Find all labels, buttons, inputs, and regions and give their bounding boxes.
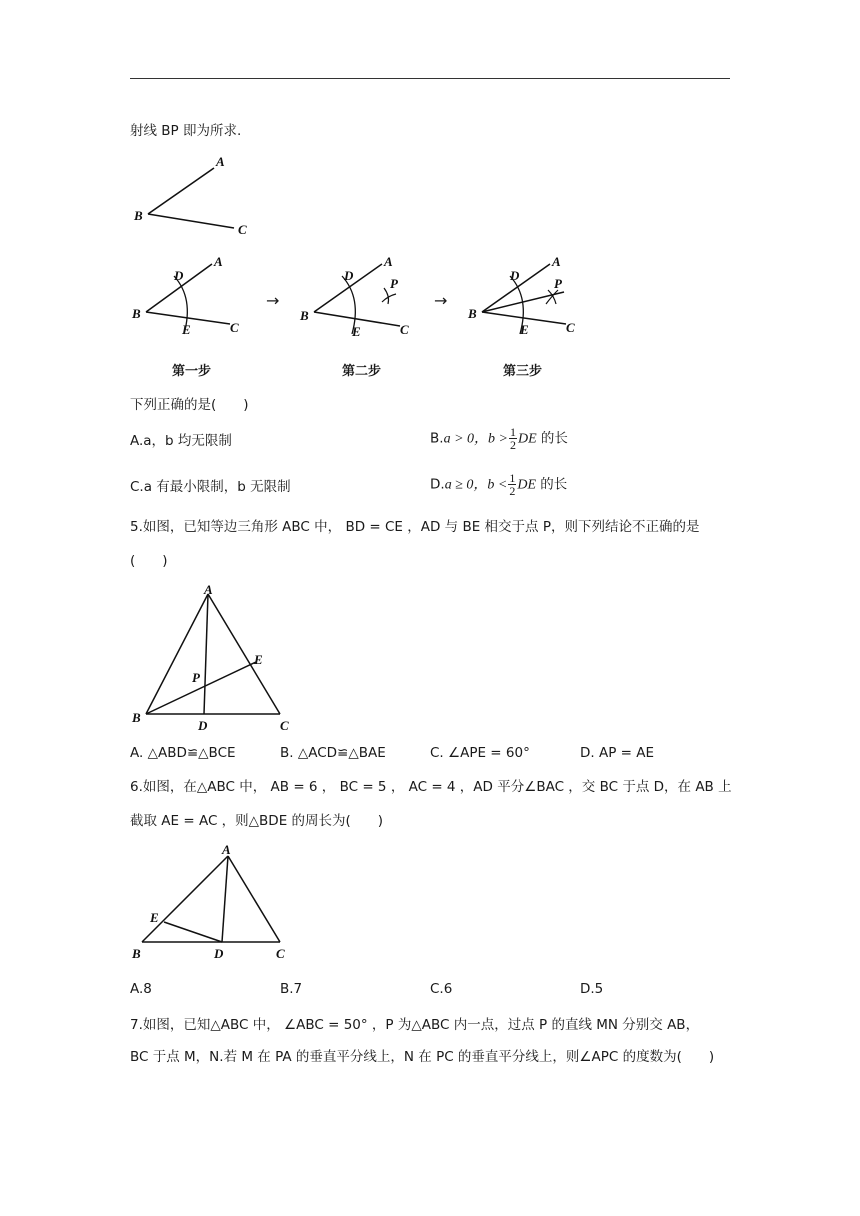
s2-label-e: E bbox=[352, 324, 361, 339]
label-c: C bbox=[238, 222, 247, 237]
q5-option-b: B. △ACD≌△BAE bbox=[280, 745, 386, 761]
q5-option-c: C. ∠APE = 60° bbox=[430, 745, 530, 761]
s3-label-p: P bbox=[554, 276, 562, 291]
q4-prompt: 下列正确的是( ) bbox=[130, 397, 249, 413]
step1-caption: 第一步 bbox=[172, 364, 212, 379]
s1-label-c: C bbox=[230, 320, 239, 335]
q6-text-line2: 截取 AE = AC ，则△BDE 的周长为( ) bbox=[130, 813, 384, 829]
q6-label-b: B bbox=[132, 946, 141, 961]
q4-option-d: D.a ≥ 0，b < $\frac{1}{2}$ DE 的长 bbox=[430, 471, 568, 498]
s2-label-a: A bbox=[384, 254, 393, 269]
step2-figure bbox=[298, 250, 418, 340]
q5-option-a: A. △ABD≌△BCE bbox=[130, 745, 236, 761]
s3-label-b: B bbox=[468, 306, 477, 321]
q5-label-p: P bbox=[192, 670, 200, 685]
angle-abc-figure bbox=[130, 150, 260, 245]
intro-text: 射线 BP 即为所求. bbox=[130, 123, 242, 139]
q6-label-d: D bbox=[214, 946, 224, 961]
q6-option-d: D.5 bbox=[580, 981, 604, 997]
q5-label-a: A bbox=[204, 582, 213, 597]
header-rule bbox=[130, 78, 730, 79]
q6-option-b: B.7 bbox=[280, 981, 303, 997]
q7-text-line1: 7.如图，已知△ABC 中， ∠ABC = 50° ，P 为△ABC 内一点，过点 P 的直线 MN 分别交 AB， bbox=[130, 1017, 700, 1033]
q5-label-d: D bbox=[198, 718, 208, 733]
label-b: B bbox=[134, 208, 143, 223]
s3-label-a: A bbox=[552, 254, 561, 269]
q6-label-a: A bbox=[222, 842, 231, 857]
s2-label-p: P bbox=[390, 276, 398, 291]
q6-text-line1: 6.如图，在△ABC 中， AB = 6 ， BC = 5 ， AC = 4 ，AD 平分∠BAC ，交 BC 于点 D，在 AB 上 bbox=[130, 779, 732, 795]
s1-label-e: E bbox=[182, 322, 191, 337]
q6-triangle-figure bbox=[130, 840, 300, 970]
q5-label-c: C bbox=[280, 718, 289, 733]
s2-label-d: D bbox=[344, 268, 354, 283]
q6-option-c: C.6 bbox=[430, 981, 453, 997]
q6-label-e: E bbox=[150, 910, 159, 925]
s1-label-d: D bbox=[174, 268, 184, 283]
q5-label-e: E bbox=[254, 652, 263, 667]
step2-caption: 第二步 bbox=[342, 364, 382, 379]
step3-figure bbox=[466, 250, 586, 340]
step1-figure bbox=[130, 250, 250, 340]
s2-label-b: B bbox=[300, 308, 309, 323]
q5-option-d: D. AP = AE bbox=[580, 745, 655, 761]
q4-option-b: B.a > 0，b > $\frac{1}{2}$ DE 的长 bbox=[430, 425, 568, 452]
q5-text-line2: ( ) bbox=[130, 553, 168, 569]
step3-caption: 第三步 bbox=[503, 364, 543, 379]
arrow-2: → bbox=[434, 291, 448, 310]
label-a: A bbox=[216, 154, 225, 169]
s3-label-c: C bbox=[566, 320, 575, 335]
q5-text-line1: 5.如图，已知等边三角形 ABC 中， BD = CE ，AD 与 BE 相交于点 P，则下列结论不正确的是 bbox=[130, 519, 700, 535]
q5-triangle-figure bbox=[130, 580, 310, 740]
s1-label-a: A bbox=[214, 254, 223, 269]
q7-text-line2: BC 于点 M，N.若 M 在 PA 的垂直平分线上，N 在 PC 的垂直平分线上，则∠APC 的度数为( ) bbox=[130, 1049, 715, 1065]
s1-label-b: B bbox=[132, 306, 141, 321]
arrow-1: → bbox=[266, 291, 280, 310]
q4-option-c: C.a 有最小限制，b 无限制 bbox=[130, 479, 291, 495]
q6-option-a: A.8 bbox=[130, 981, 152, 997]
s3-label-d: D bbox=[510, 268, 520, 283]
s3-label-e: E bbox=[520, 322, 529, 337]
q4-option-a: A.a，b 均无限制 bbox=[130, 433, 232, 449]
q6-label-c: C bbox=[276, 946, 285, 961]
s2-label-c: C bbox=[400, 322, 409, 337]
q5-label-b: B bbox=[132, 710, 141, 725]
